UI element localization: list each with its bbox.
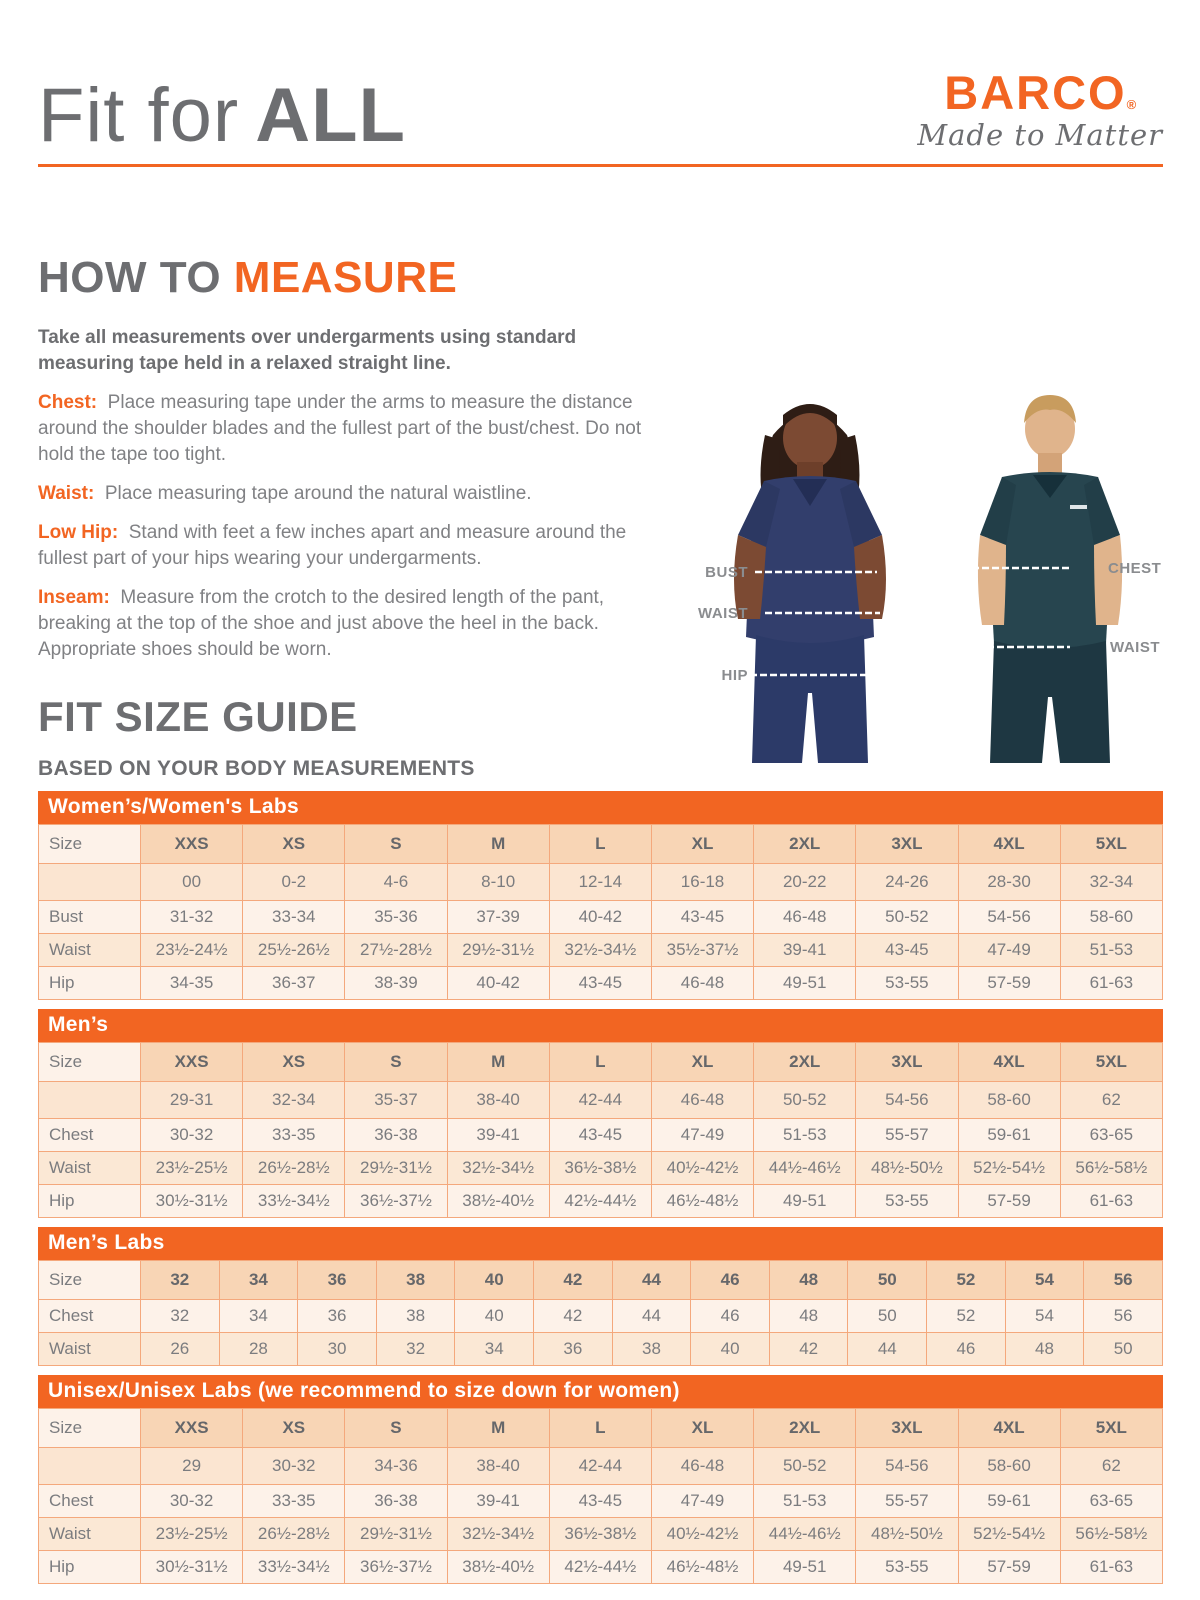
size-cell: 40-42 [549, 901, 651, 934]
row-label [39, 1448, 141, 1485]
size-cell: 52 [927, 1300, 1006, 1333]
size-table-section [38, 1227, 1163, 1366]
size-cell: 24-26 [856, 864, 958, 901]
size-cell: 30-32 [243, 1448, 345, 1485]
size-cell: 46 [691, 1300, 770, 1333]
size-cell: 50-52 [754, 1082, 856, 1119]
size-cell: 57-59 [958, 1551, 1060, 1584]
size-cell: 49-51 [754, 967, 856, 1000]
fit-size-guide-title: FIT SIZE GUIDE [38, 693, 358, 740]
row-label: Waist [39, 1333, 141, 1366]
row-label-header: Size [39, 825, 141, 864]
size-cell: 51-53 [754, 1485, 856, 1518]
size-column-header: 44 [612, 1261, 691, 1300]
size-cell: 56 [1084, 1300, 1163, 1333]
size-column-header: XXS [141, 1409, 243, 1448]
size-cell: 38½-40½ [447, 1551, 549, 1584]
models-photo [660, 385, 1200, 765]
how-to-measure-title-orange: MEASURE [233, 253, 458, 302]
row-label-header: Size [39, 1409, 141, 1448]
size-cell: 30 [298, 1333, 377, 1366]
size-cell: 32-34 [1060, 864, 1162, 901]
size-column-header: L [549, 1409, 651, 1448]
size-cell: 49-51 [754, 1185, 856, 1218]
size-column-header: M [447, 1409, 549, 1448]
page-header [38, 60, 1163, 158]
row-label [39, 1082, 141, 1119]
size-column-header: XXS [141, 825, 243, 864]
size-column-header: M [447, 1043, 549, 1082]
size-column-header: 52 [927, 1261, 1006, 1300]
size-table-section [38, 791, 1163, 1000]
size-cell: 46½-48½ [651, 1185, 753, 1218]
row-label: Hip [39, 1185, 141, 1218]
size-cell: 39-41 [447, 1119, 549, 1152]
size-cell: 53-55 [856, 1185, 958, 1218]
size-cell: 47-49 [651, 1485, 753, 1518]
size-cell: 33-34 [243, 901, 345, 934]
brand-wordmark: BARCO [944, 66, 1127, 119]
size-column-header: 3XL [856, 1409, 958, 1448]
size-cell: 29½-31½ [447, 934, 549, 967]
size-cell: 55-57 [856, 1119, 958, 1152]
size-cell: 33½-34½ [243, 1185, 345, 1218]
size-cell: 33-35 [243, 1119, 345, 1152]
page-title-bold: ALL [255, 73, 406, 158]
size-cell: 53-55 [856, 1551, 958, 1584]
row-label: Chest [39, 1485, 141, 1518]
size-cell: 30-32 [141, 1119, 243, 1152]
size-cell: 28 [219, 1333, 298, 1366]
size-cell: 36 [534, 1333, 613, 1366]
size-cell: 35-36 [345, 901, 447, 934]
brand-tagline: Made to Matter [917, 118, 1163, 152]
size-table [38, 1042, 1163, 1218]
size-cell: 23½-24½ [141, 934, 243, 967]
size-cell: 38-40 [447, 1082, 549, 1119]
size-cell: 23½-25½ [141, 1518, 243, 1551]
row-label: Hip [39, 1551, 141, 1584]
size-cell: 43-45 [856, 934, 958, 967]
size-cell: 00 [141, 864, 243, 901]
size-cell: 31-32 [141, 901, 243, 934]
size-cell: 35-37 [345, 1082, 447, 1119]
hip-label: HIP [721, 667, 748, 684]
size-cell: 58-60 [958, 1082, 1060, 1119]
size-cell: 34-35 [141, 967, 243, 1000]
size-cell: 55-57 [856, 1485, 958, 1518]
size-cell: 47-49 [651, 1119, 753, 1152]
size-cell: 30½-31½ [141, 1185, 243, 1218]
measure-item: Low Hip: Stand with feet a few inches apart and measure around the fullest part of your hips wearing your undergarments. [38, 522, 627, 569]
size-cell: 26½-28½ [243, 1518, 345, 1551]
size-cell: 46½-48½ [651, 1551, 753, 1584]
size-cell: 40 [691, 1333, 770, 1366]
size-column-header: XL [651, 1043, 753, 1082]
size-cell: 38-39 [345, 967, 447, 1000]
size-cell: 40-42 [447, 967, 549, 1000]
size-column-header: 48 [769, 1261, 848, 1300]
size-cell: 36½-38½ [549, 1152, 651, 1185]
row-label-header: Size [39, 1043, 141, 1082]
size-column-header: 42 [534, 1261, 613, 1300]
table-title-banner: Unisex/Unisex Labs (we recommend to size down for women) [38, 1375, 1163, 1408]
size-column-header: 38 [376, 1261, 455, 1300]
size-cell: 47-49 [958, 934, 1060, 967]
size-cell: 54-56 [856, 1082, 958, 1119]
size-cell: 58-60 [1060, 901, 1162, 934]
row-label: Hip [39, 967, 141, 1000]
size-cell: 40½-42½ [651, 1152, 753, 1185]
size-cell: 54-56 [958, 901, 1060, 934]
size-cell: 57-59 [958, 1185, 1060, 1218]
how-to-measure-section [38, 253, 646, 663]
size-table [38, 1260, 1163, 1366]
size-cell: 48 [1005, 1333, 1084, 1366]
size-cell: 43-45 [651, 901, 753, 934]
measure-items [38, 390, 646, 663]
size-cell: 43-45 [549, 967, 651, 1000]
size-cell: 33-35 [243, 1485, 345, 1518]
size-cell: 34 [219, 1300, 298, 1333]
size-column-header: S [345, 1043, 447, 1082]
size-cell: 46-48 [651, 967, 753, 1000]
size-cell: 32 [141, 1300, 220, 1333]
size-column-header: 4XL [958, 825, 1060, 864]
header-divider [38, 164, 1163, 167]
size-cell: 50 [848, 1300, 927, 1333]
size-cell: 48 [769, 1300, 848, 1333]
size-column-header: 5XL [1060, 1043, 1162, 1082]
size-cell: 16-18 [651, 864, 753, 901]
size-cell: 51-53 [754, 1119, 856, 1152]
size-cell: 57-59 [958, 967, 1060, 1000]
row-label: Waist [39, 1152, 141, 1185]
size-table [38, 1408, 1163, 1584]
size-column-header: XS [243, 1409, 345, 1448]
row-label [39, 864, 141, 901]
table-title-banner: Men’s Labs [38, 1227, 1163, 1260]
size-cell: 37-39 [447, 901, 549, 934]
measure-item-label: Waist: [38, 483, 95, 504]
size-cell: 36½-38½ [549, 1518, 651, 1551]
size-cell: 38-40 [447, 1448, 549, 1485]
size-cell: 42½-44½ [549, 1185, 651, 1218]
size-cell: 62 [1060, 1448, 1162, 1485]
size-cell: 36-38 [345, 1119, 447, 1152]
size-cell: 36-37 [243, 967, 345, 1000]
size-column-header: L [549, 825, 651, 864]
size-cell: 63-65 [1060, 1119, 1162, 1152]
size-column-header: S [345, 1409, 447, 1448]
size-cell: 4-6 [345, 864, 447, 901]
size-cell: 48½-50½ [856, 1518, 958, 1551]
size-cell: 50-52 [754, 1448, 856, 1485]
size-cell: 56½-58½ [1060, 1152, 1162, 1185]
size-column-header: L [549, 1043, 651, 1082]
size-cell: 53-55 [856, 967, 958, 1000]
size-cell: 42-44 [549, 1448, 651, 1485]
table-title-banner: Men’s [38, 1009, 1163, 1042]
size-cell: 36½-37½ [345, 1551, 447, 1584]
size-cell: 44½-46½ [754, 1152, 856, 1185]
size-cell: 29½-31½ [345, 1518, 447, 1551]
waist-left-label: WAIST [698, 605, 748, 622]
size-cell: 26 [141, 1333, 220, 1366]
size-cell: 20-22 [754, 864, 856, 901]
measure-item: Waist: Place measuring tape around the natural waistline. [38, 483, 532, 504]
chest-label: CHEST [1108, 560, 1162, 577]
size-cell: 8-10 [447, 864, 549, 901]
size-cell: 36½-37½ [345, 1185, 447, 1218]
size-cell: 42½-44½ [549, 1551, 651, 1584]
size-cell: 30½-31½ [141, 1551, 243, 1584]
size-cell: 42 [534, 1300, 613, 1333]
size-cell: 43-45 [549, 1485, 651, 1518]
size-cell: 50-52 [856, 901, 958, 934]
size-cell: 32 [376, 1333, 455, 1366]
size-column-header: 50 [848, 1261, 927, 1300]
measure-item-label: Chest: [38, 392, 98, 413]
size-cell: 27½-28½ [345, 934, 447, 967]
size-cell: 48½-50½ [856, 1152, 958, 1185]
row-label-header: Size [39, 1261, 141, 1300]
size-column-header: 46 [691, 1261, 770, 1300]
row-label: Waist [39, 934, 141, 967]
page-title-light: Fit for [38, 73, 240, 158]
waist-right-label: WAIST [1110, 639, 1160, 656]
size-cell: 54-56 [856, 1448, 958, 1485]
size-cell: 32½-34½ [549, 934, 651, 967]
size-cell: 44 [848, 1333, 927, 1366]
how-to-measure-title [38, 253, 646, 303]
size-cell: 40 [455, 1300, 534, 1333]
page-title [38, 73, 406, 158]
size-table [38, 824, 1163, 1000]
row-label: Waist [39, 1518, 141, 1551]
size-column-header: 3XL [856, 825, 958, 864]
size-cell: 62 [1060, 1082, 1162, 1119]
measure-intro: Take all measurements over undergarments using standard measuring tape held in a relaxed straight line. [38, 327, 577, 374]
registered-trademark-symbol: ® [1126, 97, 1137, 112]
size-cell: 33½-34½ [243, 1551, 345, 1584]
size-cell: 29½-31½ [345, 1152, 447, 1185]
size-column-header: XXS [141, 1043, 243, 1082]
how-to-measure-title-gray: HOW TO [38, 253, 234, 302]
size-cell: 35½-37½ [651, 934, 753, 967]
measure-item-label: Inseam: [38, 587, 110, 608]
size-cell: 40½-42½ [651, 1518, 753, 1551]
measure-item-label: Low Hip: [38, 522, 119, 543]
size-cell: 42 [769, 1333, 848, 1366]
size-table-section [38, 1009, 1163, 1218]
size-cell: 30-32 [141, 1485, 243, 1518]
fit-size-guide-subtitle: BASED ON YOUR BODY MEASUREMENTS [38, 757, 475, 780]
size-cell: 46-48 [651, 1448, 753, 1485]
size-column-header: 3XL [856, 1043, 958, 1082]
size-column-header: XS [243, 825, 345, 864]
size-column-header: 5XL [1060, 825, 1162, 864]
size-column-header: XL [651, 1409, 753, 1448]
size-column-header: 36 [298, 1261, 377, 1300]
size-cell: 36-38 [345, 1485, 447, 1518]
size-column-header: M [447, 825, 549, 864]
brand-logo [917, 66, 1163, 154]
size-column-header: 34 [219, 1261, 298, 1300]
size-tables [38, 791, 1163, 1584]
size-cell: 42-44 [549, 1082, 651, 1119]
size-column-header: 54 [1005, 1261, 1084, 1300]
bust-label: BUST [705, 564, 748, 581]
table-title-banner: Women’s/Women's Labs [38, 791, 1163, 824]
size-cell: 29-31 [141, 1082, 243, 1119]
size-column-header: XL [651, 825, 753, 864]
size-column-header: 40 [455, 1261, 534, 1300]
size-cell: 43-45 [549, 1119, 651, 1152]
row-label: Chest [39, 1300, 141, 1333]
size-column-header: S [345, 825, 447, 864]
size-column-header: 2XL [754, 825, 856, 864]
size-cell: 54 [1005, 1300, 1084, 1333]
size-cell: 34 [455, 1333, 534, 1366]
size-cell: 36 [298, 1300, 377, 1333]
size-cell: 46 [927, 1333, 1006, 1366]
measure-item: Inseam: Measure from the crotch to the desired length of the pant, breaking at the top of the shoe and just above the heel in the back. Appropriate shoes should be worn. [38, 587, 605, 660]
size-cell: 26½-28½ [243, 1152, 345, 1185]
size-column-header: 2XL [754, 1043, 856, 1082]
size-cell: 28-30 [958, 864, 1060, 901]
size-cell: 32½-34½ [447, 1152, 549, 1185]
size-cell: 38 [376, 1300, 455, 1333]
size-cell: 12-14 [549, 864, 651, 901]
size-cell: 61-63 [1060, 1551, 1162, 1584]
size-cell: 63-65 [1060, 1485, 1162, 1518]
size-cell: 39-41 [447, 1485, 549, 1518]
size-cell: 25½-26½ [243, 934, 345, 967]
size-cell: 23½-25½ [141, 1152, 243, 1185]
size-cell: 32-34 [243, 1082, 345, 1119]
size-cell: 58-60 [958, 1448, 1060, 1485]
size-cell: 38 [612, 1333, 691, 1366]
size-cell: 44½-46½ [754, 1518, 856, 1551]
size-column-header: 4XL [958, 1409, 1060, 1448]
female-model-figure [734, 404, 886, 763]
size-cell: 34-36 [345, 1448, 447, 1485]
size-cell: 61-63 [1060, 967, 1162, 1000]
size-cell: 46-48 [754, 901, 856, 934]
size-cell: 61-63 [1060, 1185, 1162, 1218]
brand-name [917, 66, 1163, 119]
size-cell: 52½-54½ [958, 1518, 1060, 1551]
size-table-section [38, 1375, 1163, 1584]
size-cell: 44 [612, 1300, 691, 1333]
size-column-header: 56 [1084, 1261, 1163, 1300]
size-cell: 38½-40½ [447, 1185, 549, 1218]
size-cell: 49-51 [754, 1551, 856, 1584]
size-column-header: 4XL [958, 1043, 1060, 1082]
size-column-header: 5XL [1060, 1409, 1162, 1448]
size-cell: 29 [141, 1448, 243, 1485]
size-column-header: 32 [141, 1261, 220, 1300]
size-cell: 51-53 [1060, 934, 1162, 967]
size-cell: 59-61 [958, 1485, 1060, 1518]
size-cell: 39-41 [754, 934, 856, 967]
size-cell: 59-61 [958, 1119, 1060, 1152]
models-photo-region [660, 385, 1200, 765]
size-cell: 46-48 [651, 1082, 753, 1119]
size-column-header: 2XL [754, 1409, 856, 1448]
size-cell: 56½-58½ [1060, 1518, 1162, 1551]
size-cell: 0-2 [243, 864, 345, 901]
size-cell: 32½-34½ [447, 1518, 549, 1551]
size-column-header: XS [243, 1043, 345, 1082]
size-cell: 52½-54½ [958, 1152, 1060, 1185]
row-label: Bust [39, 901, 141, 934]
size-cell: 50 [1084, 1333, 1163, 1366]
measure-item: Chest: Place measuring tape under the arms to measure the distance around the shoulder blades and the fullest part of the bust/chest. Do not hold the tape too tight. [38, 392, 642, 465]
row-label: Chest [39, 1119, 141, 1152]
male-model-figure [978, 395, 1122, 763]
